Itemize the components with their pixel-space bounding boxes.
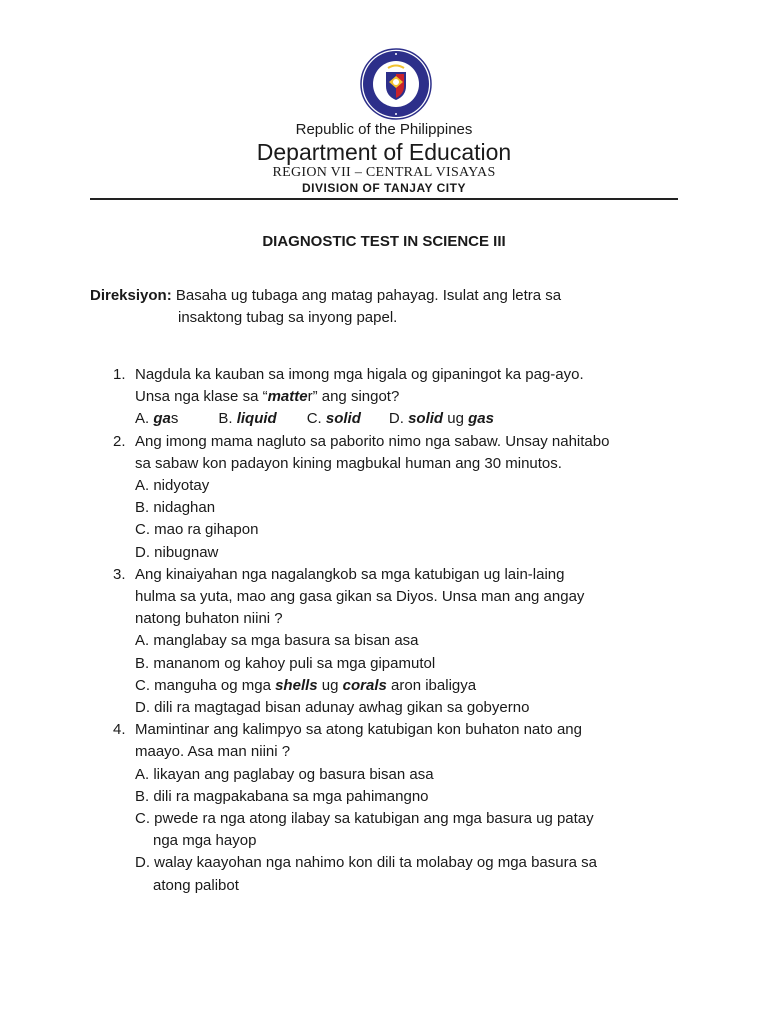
question-4 — [0, 719, 655, 897]
question-3 — [0, 564, 655, 719]
region-line: REGION VII – CENTRAL VISAYAS — [272, 165, 496, 180]
division-line: DIVISION OF TANJAY CITY — [302, 181, 466, 195]
option-a-rest: s — [170, 410, 179, 428]
header-divider — [90, 198, 678, 200]
question-text: Unsa nga klase sa “ — [135, 388, 268, 406]
question-number: 2. — [113, 432, 126, 450]
republic-line: Republic of the Philippines — [295, 121, 473, 138]
deped-seal-logo — [360, 48, 432, 120]
directions-text-2: insaktong tubag sa inyong papel. — [178, 309, 398, 326]
option-b: B. dili ra magpakabana sa mga pahimangno — [135, 787, 429, 805]
option-d-text: ug — [443, 410, 469, 428]
option-d: D. dili ra magtagad bisan adunay awhag gikan sa gobyerno — [135, 699, 530, 717]
option-c-text: aron ibaligya — [386, 676, 477, 694]
option-c: C. pwede ra nga atong ilabay sa katubigan ang mga basura ug patay — [135, 810, 594, 828]
question-2 — [0, 431, 655, 564]
department-title: Department of Education — [256, 139, 512, 165]
question-text: Nagdula ka kauban sa imong mga higala og gipaningot ka pag-ayo. — [135, 366, 584, 383]
option-a: A. likayan ang paglabay og basura bisan asa — [135, 765, 434, 783]
directions-label: Direksiyon: — [90, 287, 172, 304]
option-a: A. manglabay sa mga basura sa bisan asa — [135, 632, 419, 650]
option-c-emphasis: corals — [342, 676, 387, 694]
question-text: natong buhaton niini ? — [135, 610, 283, 628]
option-c-text: C. manguha og mga — [135, 676, 276, 694]
option-c-text: ug — [317, 676, 343, 694]
question-text: hulma sa yuta, mao ang gasa gikan sa Diyos. Unsa man ang angay — [135, 588, 585, 606]
option-c-cont: nga mga hayop — [153, 832, 257, 850]
question-number: 3. — [113, 565, 126, 583]
option-b: B. nidaghan — [135, 499, 216, 517]
option-label: B. — [218, 410, 237, 428]
question-number: 1. — [113, 366, 126, 383]
option-d: D. walay kaayohan nga nahimo kon dili ta molabay og mga basura sa — [135, 854, 597, 872]
option-c-emphasis: shells — [275, 676, 318, 694]
directions-text-1: Basaha ug tubaga ang matag pahayag. Isulat ang letra sa — [171, 287, 562, 304]
question-text: Ang imong mama nagluto sa paborito nimo nga sabaw. Unsay nahitabo — [135, 432, 610, 450]
directions — [90, 285, 690, 329]
option-a-emphasis: ga — [153, 410, 171, 428]
test-title: DIAGNOSTIC TEST IN SCIENCE III — [262, 233, 506, 250]
question-number: 4. — [113, 721, 126, 739]
option-a: A. nidyotay — [135, 477, 210, 495]
question-text: Mamintinar ang kalimpyo sa atong katubigan kon buhaton nato ang — [135, 721, 582, 739]
option-d-cont: atong palibot — [153, 876, 239, 894]
option-c-emphasis: solid — [325, 410, 361, 428]
question-text: Ang kinaiyahan nga nagalangkob sa mga katubigan ug lain-laing — [135, 565, 565, 583]
option-label: C. — [306, 410, 326, 428]
option-row — [135, 408, 655, 430]
option-c: C. mao ra gihapon — [135, 521, 259, 539]
question-list — [0, 364, 768, 897]
option-d-emphasis: solid — [408, 410, 444, 428]
question-text: r” ang singot? — [307, 388, 400, 406]
question-text: maayo. Asa man niini ? — [135, 743, 291, 761]
option-label: D. — [388, 410, 409, 428]
option-d-emphasis: gas — [468, 410, 494, 428]
question-emphasis: matte — [267, 388, 308, 406]
question-1 — [0, 364, 655, 431]
option-b-emphasis: liquid — [236, 410, 277, 428]
option-label: A. — [135, 410, 154, 428]
option-b: B. mananom og kahoy puli sa mga gipamutol — [135, 654, 436, 672]
option-d: D. nibugnaw — [135, 543, 219, 561]
question-text: sa sabaw kon padayon kining magbukal human ang 30 minutos. — [135, 454, 562, 472]
option-c — [135, 675, 655, 697]
